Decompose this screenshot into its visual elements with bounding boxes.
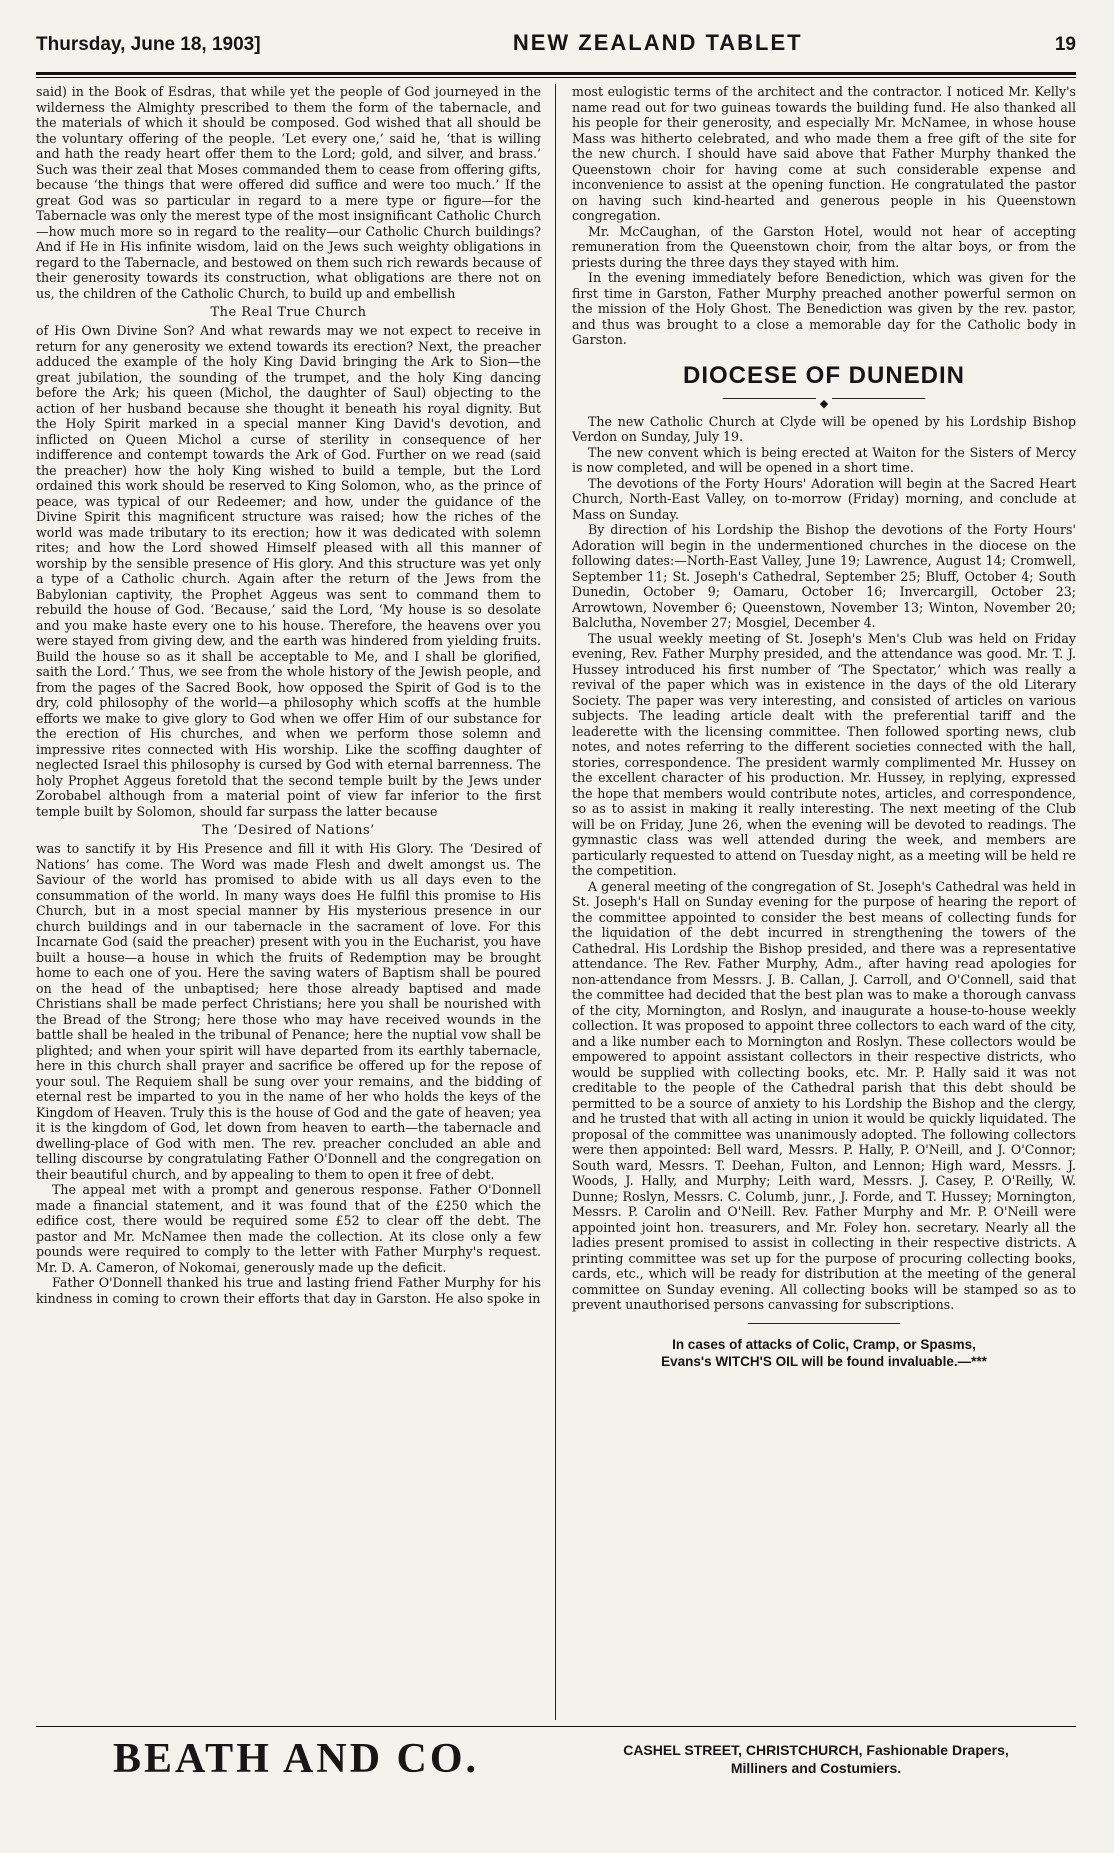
article-paragraph: In the evening immediately before Benediction, which was given for the first time in Garston, Father Murphy preached another powerful sermon on the mission of the Holy Ghost. The Benediction was given by the rev. pastor, and thus was brought to a close a memorable day for the Catholic body in Garston. [572, 270, 1076, 347]
article-paragraph: The appeal met with a prompt and generous response. Father O'Donnell made a financial statement, and it was found that of the £250 which the edifice cost, there would be required some £52 to clear off the debt. The pastor and Mr. McNamee then made the collection. At its close only a few pounds were required to comply to the letter with Father Murphy's request. Mr. D. A. Cameron, of Nokomai, generously made up the deficit. [36, 1182, 541, 1275]
right-column [556, 84, 1076, 1720]
issue-date: Thursday, June 18, 1903] [36, 34, 261, 55]
section-heading-diocese: DIOCESE OF DUNEDIN [682, 361, 966, 389]
advertiser-name: BEATH AND CO. [112, 1736, 480, 1782]
article-paragraph: Mr. McCaughan, of the Garston Hotel, would not hear of accepting remuneration from the Queenstown choir, from the altar boys, or from the priests during the three days they stayed with him. [572, 223, 1076, 270]
news-item: The usual weekly meeting of St. Joseph's Men's Club was held on Friday evening, Rev. Father Murphy presided, and the attendance was good. Mr. T. J. Hussey introduced his first number of ‘The Spectator,’ which was really a revival of the paper which was in existence in the days of the old Literary Society. The paper was very interesting, and consisted of articles on various subjects. The leading article dealt with the preferential tariff and the leaderette with the licensing committee. Then followed sporting news, club notes, and notes referring to the different societies connected with the hall, stories, correspondence. The president warmly complimented Mr. Hussey on the excellent character of his production. Mr. Hussey, in replying, expressed the hope that members would contribute notes, articles, and correspondence, so as to assist in making it really interesting. The next meeting of the Club will be on Friday, June 26, when the evening will be devoted to readings. The gymnastic class was well attended during the week, and members are particularly requested to attend on Tuesday night, as a meeting will be held re the competition. [572, 630, 1076, 878]
masthead-rule-thin [36, 77, 1076, 78]
diamond-ornament-icon: ◆ [572, 392, 1076, 404]
page-number: 19 [1054, 34, 1076, 55]
article-paragraph: was to sanctify it by His Presence and fill it with His Glory. The ‘Desired of Nations’ has come. The Word was made Flesh and dwelt amongst us. The Saviour of the world has promised to abide with us all days even to the consummation of the world. In many ways does He fulfil this promise to His Church, but in a most special manner by His mysterious presence in our church buildings and in our tabernacle in the sacrament of love. For this Incarnate God (said the preacher) present with you in the Eucharist, you have built a house—a house in which the fruits of Redemption may be brought home to each one of you. Here the saving waters of Baptism shall be poured on the head of the unbaptised; here those already baptised and made Christians shall be made perfect Christians; here you shall be nourished with the Bread of the Strong; here those who may have received wounds in the battle shall be healed in the tribunal of Penance; here the nuptial vow shall be plighted; and when your spirit will have departed from its earthly tabernacle, here in this church shall prayer and sacrifice be offered up for the repose of your soul. The Requiem shall be sung over your remains, and the bidding of eternal rest be imparted to you in the name of her who holds the keys of the Kingdom of Heaven. Truly this is the house of God and the gate of heaven; yea it is the kingdom of God, let down from heaven to earth—the tabernacle and dwelling-place of God with men. The rev. preacher concluded an able and telling discourse by congratulating Father O'Donnell and the congregation on their beautiful church, and by appealing to them to open it free of debt. [36, 841, 541, 1182]
address-line: CASHEL STREET, CHRISTCHURCH, Fashionable Drapers, [623, 1742, 1009, 1758]
masthead [36, 30, 1076, 70]
address-line: Milliners and Costumiers. [730, 1760, 902, 1776]
advert-line: In cases of attacks of Colic, Cramp, or Spasms, [672, 1336, 976, 1352]
article-columns [36, 84, 1076, 1720]
footer-advert [36, 1735, 1076, 1783]
article-paragraph: of His Own Divine Son? And what rewards may we not expect to receive in return for any generosity we extend towards its erection? Next, the preacher adduced the example of the holy King David bringing the Ark to Sion—the great jubilation, the sounding of the trumpet, and the holy King dancing before the Ark; his queen (Michol, the daughter of Saul) objecting to the action of her husband because she thought it beneath his royal dignity. But the Holy Spirit marked in a special manner King David's devotion, and inflicted on Queen Michol a curse of sterility in consequence of her indifference and contempt towards the Ark of God. Further on we read (said the preacher) how the holy King wished to build a temple, but the Lord ordained this work should be reserved to King Solomon, who, as the prince of peace, was typical of our Redeemer; and how, under the guidance of the Divine Spirit this magnificent structure was raised; how the riches of the world was made tributary to its erection; how it was dedicated with solemn rites; and how the Lord showed Himself pleased with all this manner of worship by the sensible presence of His glory. And this structure was yet only a type of a Catholic church. Again after the return of the Jews from the Babylonian captivity, the Prophet Aggeus was sent to command them to rebuild the house of God. ‘Because,’ said the Lord, ‘My house is so desolate and you make haste every one to his house. Therefore, the heavens over you were stayed from giving dew, and the earth was hindered from yielding fruits. Build the house so as it shall be acceptable to Me, and I shall be glorified, saith the Lord.’ Thus, we see from the whole history of the Jewish people, and from the pages of the Sacred Book, how opposed the Spirit of God is to the dry, cold philosophy of the world—a philosophy which scoffs at the humble efforts we make to give glory to God when we offer Him of our substance for the erection of His churches, and when we perform those solemn and impressive rites connected with His worship. Like the scoffing daughter of neglected Israel this philosophy is cursed by God with eternal barrenness. The holy Prophet Aggeus foretold that the second temple built by the Jews under Zorobabel although from a material point of view far inferior to the first temple built by Solomon, should far surpass the latter because [36, 323, 541, 819]
subheading-real-true-church: The Real True Church [210, 305, 367, 320]
news-item: By direction of his Lordship the Bishop the devotions of the Forty Hours' Adoration will begin in the undermentioned churches in the diocese on the following dates:—North-East Valley, June 19; Lawrence, August 14; Cromwell, September 11; St. Joseph's Cathedral, September 25; Bluff, October 4; South Dunedin, October 9; Oamaru, October 16; Invercargill, October 23; Arrowtown, November 6; Queenstown, November 13; Winton, November 20; Balclutha, November 27; Mosgiel, December 4. [572, 522, 1076, 630]
left-column [36, 84, 556, 1720]
news-item: The new convent which is being erected at Waiton for the Sisters of Mercy is now completed, and will be opened in a short time. [572, 444, 1076, 475]
newspaper-title: NEW ZEALAND TABLET [512, 30, 803, 55]
article-paragraph: Father O'Donnell thanked his true and lasting friend Father Murphy for his kindness in coming to crown their efforts that day in Garston. He also spoke in [36, 1275, 541, 1306]
news-item: The new Catholic Church at Clyde will be opened by his Lordship Bishop Verdon on Sunday, July 19. [572, 413, 1076, 444]
news-item: The devotions of the Forty Hours' Adoration will begin at the Sacred Heart Church, North-East Valley, on to-morrow (Friday) morning, and conclude at Mass on Sunday. [572, 475, 1076, 522]
masthead-rule [36, 72, 1076, 75]
advertiser-address [556, 1741, 1076, 1777]
divider [748, 1323, 899, 1324]
footer-rule [36, 1726, 1076, 1727]
article-paragraph: said) in the Book of Esdras, that while yet the people of God journeyed in the wilderness the Almighty prescribed to them the form of the tabernacle, and the materials of which it should be composed. God wished that all should be the voluntary offering of the people. ‘Let every one,’ said he, ‘that is willing and hath the ready heart offer them to the Lord; gold, and silver, and brass.’ Such was their zeal that Moses commanded them to cease from offering gifts, because ‘the things that were offered did suffice and were too much.’ If the great God was so particular in regard to a mere type or figure—for the Tabernacle was only the merest type of the most insignificant Catholic Church—how much more so in regard to the reality—our Catholic Church buildings? And if He in His infinite wisdom, laid on the Jews such weighty obligations in regard to the Tabernacle, and bestowed on them such rich rewards because of their generosity towards its construction, what obligations are there not on us, the children of the Catholic Church, to build up and embellish [36, 84, 541, 301]
advert-line: Evans's WITCH'S OIL will be found invaluable.—*** [661, 1353, 987, 1369]
news-item: A general meeting of the congregation of St. Joseph's Cathedral was held in St. Joseph's Hall on Sunday evening for the purpose of hearing the report of the committee appointed to consider the best means of collecting funds for the liquidation of the debt incurred in strengthening the towers of the Cathedral. His Lordship the Bishop presided, and there was a representative attendance. The Rev. Father Murphy, Adm., after having read apologies for non-attendance from Messrs. J. B. Callan, J. Carroll, and O'Connell, said that the committee had decided that the best plan was to make a thorough canvass of the city, Mornington, and Roslyn, and inaugurate a house-to-house weekly collection. It was proposed to appoint three collectors to each ward of the city, and a like number each to Mornington and Roslyn. These collectors would be empowered to appoint assistant collectors in their respective districts, who would be supplied with collecting books, etc. Mr. P. Hally said it was not creditable to the people of the Cathedral parish that this debt should be permitted to be a source of anxiety to his Lordship the Bishop and the clergy, and he trusted that with all acting in union it would be quickly liquidated. The proposal of the committee was unanimously adopted. The following collectors were then appointed: Bell ward, Messrs. P. Hally, P. O'Neill, and J. O'Connor; South ward, Messrs. T. Deehan, Fulton, and Lennon; High ward, Messrs. J. Woods, J. Hally, and Murphy; Leith ward, Messrs. J. Casey, P. O'Reilly, W. Dunne; Roslyn, Messrs. C. Columb, junr., J. Forde, and T. Hussey; Mornington, Messrs. P. Carolin and O'Neill. Rev. Father Murphy and Mr. P. O'Neill were appointed joint hon. treasurers, and Mr. Foley hon. secretary. Nearly all the ladies present promised to assist in collecting in their respective districts. A printing committee was set up for the purpose of procuring collecting books, cards, etc., which will be ready for distribution at the meeting of the general committee on Sunday evening. All collecting books will be stamped so as to prevent unauthorised persons canvassing for subscriptions. [572, 878, 1076, 1312]
subheading-desired-of-nations: The ‘Desired of Nations’ [202, 823, 375, 838]
article-paragraph: most eulogistic terms of the architect and the contractor. I noticed Mr. Kelly's name read out for two guineas towards the building fund. He also thanked all his people for their generosity, and especially Mr. McNamee, in whose house Mass was hitherto celebrated, and who made them a free gift of the site for the new church. I should have said above that Father Murphy thanked the Queenstown choir for having come at such considerable expense and inconvenience to assist at the opening function. He congratulated the pastor on having such kind-hearted and generous people in his Queenstown congregation. [572, 84, 1076, 223]
